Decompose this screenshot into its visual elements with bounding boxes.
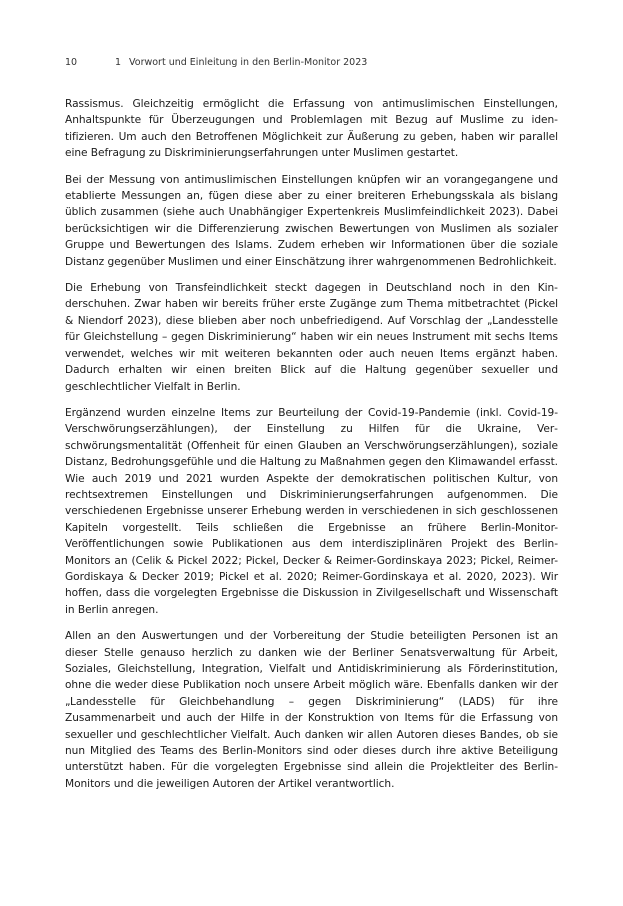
paragraph: Bei der Messung von antimuslimischen Einstellungen knüpfen wir an vorangegangene und etablierte Messungen an, fügen diese aber zu einer breiteren Erhebungsskala als bislang üblich zusammen (siehe auch Unabhängiger Expertenkreis Muslimfeindlichkeit 2023). Dabei berücksichtigen wir die Differenzierung zwischen Bewertungen von Muslimen als sozialer Gruppe und Bewertungen des Islams. Zudem erheben wir Informationen über die soziale Distanz gegenüber Muslimen und einer Einschätzung ihrer wahrgenommenen Bedrohlichkeit. [65, 173, 558, 268]
paragraph: Rassismus. Gleichzeitig ermöglicht die Erfassung von antimuslimischen Einstellungen, Anhaltspunkte für Überzeugungen und Problemlagen mit Bezug auf Muslime zu identifizieren. Um auch den Betroffenen Möglichkeit zur Äußerung zu geben, haben wir parallel eine Befragung zu Diskriminierungserfahrungen unter Muslimen gestartet. [65, 98, 558, 160]
body-text [65, 96, 558, 792]
chapter-number: 1 [115, 57, 122, 68]
paragraph: Ergänzend wurden einzelne Items zur Beurteilung der Covid-19-Pandemie (inkl. Covid-19-Verschwörungserzählungen), der Einstellung zu Hilfen für die Ukraine, Verschwörungsmentalität (Offenheit für einen Glauben an Verschwörungserzählungen), soziale Distanz, Bedrohungsgefühle und die Haltung zu Maßnahmen gegen den Klimawandel erfasst. Wie auch 2019 und 2021 wurden Aspekte der demokratischen politischen Kultur, von rechtsextremen Einstellungen und Diskriminierungserfahrungen aufgenommen. Die verschiedenen Ergebnisse unserer Erhebung werden in verschiedenen in sich geschlossenen Kapiteln vorgestellt. Teils schließen die Ergebnisse an frühere Berlin-Monitor-Veröffentlichungen sowie Publikationen aus dem interdisziplinären Projekt des Berlin-Monitors an (Celik & Pickel 2022; Pickel, Decker & Reimer-Gordinskaya 2023; Pickel, Reimer-Gordiskaya & Decker 2019; Pickel et al. 2020; Reimer-Gordinskaya et al. 2020, 2023). Wir hoffen, dass die vorgelegten Ergebnisse die Diskussion in Zivilgesellschaft und Wissenschaft in Berlin anregen. [65, 406, 558, 616]
chapter-title: Vorwort und Einleitung in den Berlin-Monitor 2023 [129, 57, 368, 68]
page-number: 10 [65, 57, 78, 68]
running-head [65, 57, 558, 68]
paragraph: Allen an den Auswertungen und der Vorbereitung der Studie beteiligten Personen ist an dieser Stelle genauso herzlich zu danken wie der Berliner Senatsverwaltung für Arbeit, Soziales, Gleichstellung, Integration, Vielfalt und Antidiskriminierung als Förderinstitution, ohne die weder diese Publikation noch unsere Arbeit möglich wäre. Ebenfalls danken wir der „Landesstelle für Gleichbehandlung – gegen Diskriminierung“ (LADS) für ihre Zusammenarbeit und auch der Hilfe in der Konstruktion von Items für die Erfassung von sexueller und geschlechtlicher Vielfalt. Auch danken wir allen Autoren dieses Bandes, ob sie nun Mitglied des Teams des Berlin-Monitors sind oder dieses durch ihre aktive Beteiligung unterstützt haben. Für die vorgelegten Ergebnisse sind allein die Projektleiter des Berlin-Monitors und die jeweiligen Autoren der Artikel verantwortlich. [65, 630, 558, 790]
paragraph: Die Erhebung von Transfeindlichkeit steckt dagegen in Deutschland noch in den Kinderschuhen. Zwar haben wir bereits früher erste Zugänge zum Thema mitbetrachtet (Pickel & Niendorf 2023), diese blieben aber noch unbefriedigend. Auf Vorschlag der „Landesstelle für Gleichstellung – gegen Diskriminierung“ haben wir ein neues Instrument mit sechs Items verwendet, welches wir mit weiteren bekannten oder auch neuen Items ergänzt haben. Dadurch erhalten wir einen breiten Blick auf die Haltung gegenüber sexueller und geschlechtlicher Vielfalt in Berlin. [65, 282, 558, 393]
